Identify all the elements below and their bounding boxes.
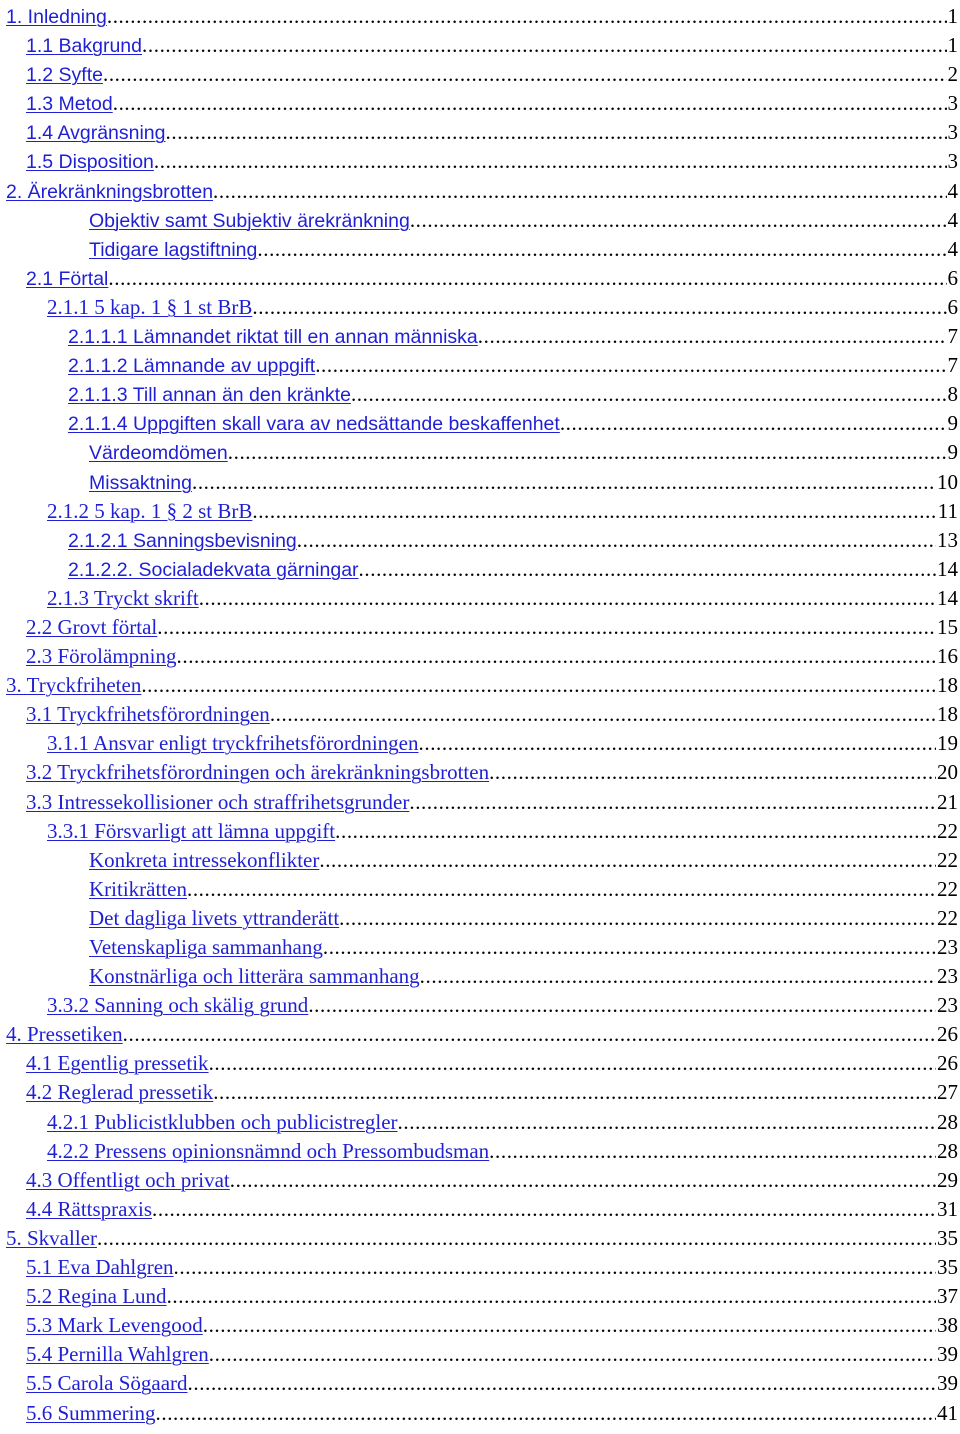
toc-entry-link[interactable]: 2.1.1.2 Lämnande av uppgift xyxy=(68,355,316,378)
toc-dot-leader xyxy=(419,729,937,758)
toc-page-number: 13 xyxy=(937,527,958,552)
toc-dot-leader xyxy=(166,118,947,147)
toc-entry[interactable] xyxy=(0,293,960,322)
toc-page-number: 1 xyxy=(947,4,958,28)
toc-entry-link[interactable]: Objektiv samt Subjektiv ärekränkning xyxy=(89,209,410,232)
toc-dot-leader xyxy=(187,875,936,904)
toc-entry-link[interactable]: 2.1.1.3 Till annan än den kränkte xyxy=(68,384,351,407)
toc-page-number: 7 xyxy=(947,324,958,349)
toc-page-number: 6 xyxy=(947,265,958,290)
toc-entry-link[interactable]: 2.3 Förolämpning xyxy=(26,644,177,669)
toc-dot-leader xyxy=(270,700,936,729)
toc-entry-link[interactable]: 2.1.1.1 Lämnandet riktat till en annan människa xyxy=(68,326,478,349)
toc-dot-leader xyxy=(213,177,946,206)
toc-page-number: 3 xyxy=(947,120,958,145)
toc-entry[interactable] xyxy=(0,1137,960,1166)
toc-entry[interactable] xyxy=(0,671,960,700)
toc-dot-leader xyxy=(339,904,936,933)
toc-dot-leader xyxy=(420,962,936,991)
toc-page-number: 15 xyxy=(937,614,958,639)
toc-entry[interactable] xyxy=(0,962,960,991)
toc-entry-link[interactable]: 4.4 Rättspraxis xyxy=(26,1196,152,1221)
toc-dot-leader xyxy=(199,584,936,613)
toc-entry[interactable] xyxy=(0,729,960,758)
toc-entry-link[interactable]: 2.1.2.1 Sanningsbevisning xyxy=(68,529,297,552)
toc-entry[interactable] xyxy=(0,817,960,846)
toc-page-number: 1 xyxy=(947,33,958,58)
toc-entry[interactable] xyxy=(0,60,960,89)
toc-entry[interactable] xyxy=(0,700,960,729)
toc-entry-link[interactable]: 2.1.3 Tryckt skrift xyxy=(47,585,199,610)
toc-page-number: 39 xyxy=(937,1371,958,1396)
toc-dot-leader xyxy=(123,1020,936,1049)
toc-page-number: 37 xyxy=(937,1284,958,1309)
toc-page-number: 39 xyxy=(937,1342,958,1367)
toc-entry-link[interactable]: 4.3 Offentligt och privat xyxy=(26,1167,230,1192)
toc-dot-leader xyxy=(103,60,947,89)
toc-page-number: 16 xyxy=(937,644,958,669)
toc-entry[interactable] xyxy=(0,1108,960,1137)
toc-dot-leader xyxy=(209,1049,936,1078)
toc-dot-leader xyxy=(257,235,946,264)
toc-entry-link[interactable]: 2.2 Grovt förtal xyxy=(26,614,158,639)
toc-dot-leader xyxy=(351,380,947,409)
toc-dot-leader xyxy=(209,1340,936,1369)
toc-dot-leader xyxy=(398,1108,936,1137)
toc-page-number: 2 xyxy=(947,62,958,87)
toc-entry[interactable] xyxy=(0,758,960,787)
toc-page-number: 21 xyxy=(937,789,958,814)
toc-entry[interactable] xyxy=(0,118,960,147)
toc-page-number: 4 xyxy=(947,236,958,261)
toc-entry[interactable] xyxy=(0,497,960,526)
toc-entry[interactable] xyxy=(0,526,960,555)
toc-entry-link[interactable]: Värdeomdömen xyxy=(89,442,228,465)
toc-dot-leader xyxy=(315,351,946,380)
toc-dot-leader xyxy=(319,846,936,875)
toc-entry-link[interactable]: 2. Ärekränkningsbrotten xyxy=(6,180,214,203)
toc-page-number: 19 xyxy=(937,731,958,756)
toc-entry[interactable] xyxy=(0,1253,960,1282)
toc-entry-link[interactable]: Kritikrätten xyxy=(89,876,187,901)
toc-entry-link[interactable]: 5.3 Mark Levengood xyxy=(26,1313,203,1338)
table-of-contents xyxy=(0,2,960,1428)
toc-entry-link[interactable]: 3.3 Intressekollisioner och straffrihetsgrunder xyxy=(26,789,410,814)
toc-dot-leader xyxy=(97,1224,936,1253)
toc-page-number: 22 xyxy=(937,905,958,930)
toc-page-number: 22 xyxy=(937,847,958,872)
toc-entry[interactable] xyxy=(0,642,960,671)
toc-entry-link[interactable]: Missaktning xyxy=(89,471,192,494)
toc-entry[interactable] xyxy=(0,1340,960,1369)
toc-entry[interactable] xyxy=(0,1166,960,1195)
toc-entry-link[interactable]: 3. Tryckfriheten xyxy=(6,673,142,698)
toc-page-number: 29 xyxy=(937,1167,958,1192)
toc-entry[interactable] xyxy=(0,1224,960,1253)
toc-dot-leader xyxy=(157,613,936,642)
toc-dot-leader xyxy=(156,1399,937,1428)
toc-page-number: 4 xyxy=(947,178,958,203)
toc-page-number: 38 xyxy=(937,1313,958,1338)
toc-dot-leader xyxy=(113,89,947,118)
toc-entry[interactable] xyxy=(0,89,960,118)
toc-dot-leader xyxy=(252,497,936,526)
toc-page-number: 14 xyxy=(937,585,958,610)
toc-entry-link[interactable]: 2.1.1.4 Uppgiften skall vara av nedsättande beskaffenhet xyxy=(68,413,560,436)
toc-page-number: 23 xyxy=(937,935,958,959)
toc-entry-link[interactable]: 2.1.2.2. Socialadekvata gärningar xyxy=(68,558,359,581)
toc-dot-leader xyxy=(141,671,936,700)
toc-page-number: 26 xyxy=(937,1051,958,1076)
toc-page-number: 7 xyxy=(947,353,958,378)
toc-entry[interactable] xyxy=(0,235,960,264)
toc-entry[interactable] xyxy=(0,1195,960,1224)
toc-entry[interactable] xyxy=(0,1020,960,1049)
toc-entry-link[interactable]: 1.4 Avgränsning xyxy=(26,122,166,145)
toc-dot-leader xyxy=(203,1311,936,1340)
toc-entry-link[interactable]: 1.2 Syfte xyxy=(26,64,103,87)
toc-page-number: 4 xyxy=(947,207,958,232)
toc-entry[interactable] xyxy=(0,206,960,235)
toc-dot-leader xyxy=(359,555,936,584)
toc-dot-leader xyxy=(174,1253,936,1282)
toc-page-number: 14 xyxy=(937,556,958,581)
toc-dot-leader xyxy=(489,758,936,787)
toc-dot-leader xyxy=(323,933,936,962)
toc-entry[interactable] xyxy=(0,438,960,467)
toc-page-number: 26 xyxy=(937,1022,958,1047)
toc-entry-link[interactable]: 5.2 Regina Lund xyxy=(26,1284,167,1309)
toc-page-number: 28 xyxy=(937,1109,958,1134)
toc-page-number: 31 xyxy=(937,1196,958,1221)
toc-page-number: 41 xyxy=(937,1400,958,1425)
toc-entry-link[interactable]: 1.3 Metod xyxy=(26,93,113,116)
toc-entry-link[interactable]: 2.1.2 5 kap. 1 § 2 st BrB xyxy=(47,498,253,523)
toc-entry-link[interactable]: 3.2 Tryckfrihetsförordningen och ärekränkningsbrotten xyxy=(26,760,490,785)
toc-entry-link[interactable]: 4. Pressetiken xyxy=(6,1022,123,1047)
toc-entry[interactable] xyxy=(0,264,960,293)
toc-page-number: 28 xyxy=(937,1138,958,1163)
toc-entry-link[interactable]: 2.1.1 5 kap. 1 § 1 st BrB xyxy=(47,294,253,319)
toc-entry-link[interactable]: 5.4 Pernilla Wahlgren xyxy=(26,1342,209,1367)
toc-page-number: 23 xyxy=(937,993,958,1018)
toc-dot-leader xyxy=(213,1078,936,1107)
toc-page-number: 35 xyxy=(937,1225,958,1250)
toc-entry[interactable] xyxy=(0,875,960,904)
toc-entry-link[interactable]: Vetenskapliga sammanhang xyxy=(89,935,323,959)
toc-entry-link[interactable]: 4.2.2 Pressens opinionsnämnd och Pressombudsman xyxy=(47,1138,490,1163)
toc-page-number: 18 xyxy=(937,673,958,698)
toc-dot-leader xyxy=(308,991,936,1020)
toc-entry-link[interactable]: 4.2.1 Publicistklubben och publicistregler xyxy=(47,1109,398,1134)
toc-page-number: 11 xyxy=(937,498,958,523)
toc-entry[interactable] xyxy=(0,1078,960,1107)
toc-page-number: 9 xyxy=(947,440,958,465)
toc-dot-leader xyxy=(154,147,947,176)
toc-entry[interactable] xyxy=(0,555,960,584)
toc-entry[interactable] xyxy=(0,1311,960,1340)
toc-entry-link[interactable]: 2.1 Förtal xyxy=(26,267,109,290)
toc-entry-link[interactable]: 5. Skvaller xyxy=(6,1225,97,1250)
toc-entry[interactable] xyxy=(0,1369,960,1398)
toc-dot-leader xyxy=(108,264,946,293)
toc-dot-leader xyxy=(152,1195,936,1224)
toc-dot-leader xyxy=(478,322,947,351)
toc-page-number: 23 xyxy=(937,964,958,989)
toc-page-number: 35 xyxy=(937,1255,958,1280)
toc-entry[interactable] xyxy=(0,846,960,875)
toc-dot-leader xyxy=(297,526,936,555)
toc-page-number: 27 xyxy=(937,1080,958,1105)
toc-entry-link[interactable]: Tidigare lagstiftning xyxy=(89,238,258,261)
toc-entry[interactable] xyxy=(0,351,960,380)
toc-entry-link[interactable]: 1. Inledning xyxy=(6,6,107,28)
toc-entry-link[interactable]: 5.5 Carola Sögaard xyxy=(26,1371,188,1396)
toc-entry-link[interactable]: 4.1 Egentlig pressetik xyxy=(26,1051,209,1076)
toc-page-number: 3 xyxy=(947,149,958,174)
toc-dot-leader xyxy=(192,468,936,497)
toc-entry-link[interactable]: 4.2 Reglerad pressetik xyxy=(26,1080,214,1105)
toc-entry[interactable] xyxy=(0,177,960,206)
toc-page-number: 8 xyxy=(947,382,958,407)
toc-dot-leader xyxy=(252,293,946,322)
toc-page-number: 22 xyxy=(937,818,958,843)
toc-dot-leader xyxy=(177,642,937,671)
toc-entry[interactable] xyxy=(0,468,960,497)
toc-entry-link[interactable]: 5.1 Eva Dahlgren xyxy=(26,1255,174,1280)
toc-dot-leader xyxy=(228,438,947,467)
toc-entry[interactable] xyxy=(0,991,960,1020)
toc-entry-link[interactable]: 1.5 Disposition xyxy=(26,151,154,174)
toc-entry[interactable] xyxy=(0,788,960,817)
toc-dot-leader xyxy=(489,1137,936,1166)
toc-entry[interactable] xyxy=(0,322,960,351)
toc-entry-link[interactable]: 5.6 Summering xyxy=(26,1400,156,1425)
toc-entry-link[interactable]: Det dagliga livets yttranderätt xyxy=(89,905,340,930)
toc-entry[interactable] xyxy=(0,1282,960,1311)
toc-dot-leader xyxy=(107,2,947,31)
toc-dot-leader xyxy=(142,31,946,60)
toc-page-number: 18 xyxy=(937,702,958,727)
toc-dot-leader xyxy=(188,1369,936,1398)
toc-entry[interactable] xyxy=(0,2,960,31)
toc-entry[interactable] xyxy=(0,1049,960,1078)
toc-entry[interactable] xyxy=(0,584,960,613)
toc-page-number: 10 xyxy=(937,469,958,494)
toc-entry[interactable] xyxy=(0,933,960,962)
toc-dot-leader xyxy=(230,1166,936,1195)
toc-page-number: 22 xyxy=(937,876,958,901)
toc-entry-link[interactable]: Konstnärliga och litterära sammanhang xyxy=(89,964,420,989)
toc-dot-leader xyxy=(335,817,936,846)
toc-entry[interactable] xyxy=(0,380,960,409)
toc-entry-link[interactable]: Konkreta intressekonflikter xyxy=(89,847,320,872)
toc-entry[interactable] xyxy=(0,904,960,933)
toc-entry[interactable] xyxy=(0,1399,960,1428)
toc-dot-leader xyxy=(167,1282,936,1311)
toc-dot-leader xyxy=(560,409,947,438)
toc-entry-link[interactable]: 3.3.1 Försvarligt att lämna uppgift xyxy=(47,818,336,843)
toc-page-number: 9 xyxy=(947,411,958,436)
toc-entry-link[interactable]: 3.3.2 Sanning och skälig grund xyxy=(47,993,309,1018)
toc-entry[interactable] xyxy=(0,613,960,642)
toc-page-number: 20 xyxy=(937,760,958,785)
toc-dot-leader xyxy=(409,788,936,817)
toc-page-number: 3 xyxy=(947,91,958,116)
toc-entry-link[interactable]: 3.1 Tryckfrihetsförordningen xyxy=(26,702,270,727)
toc-entry-link[interactable]: 3.1.1 Ansvar enligt tryckfrihetsförordningen xyxy=(47,731,419,756)
toc-page-number: 6 xyxy=(947,294,958,319)
toc-entry[interactable] xyxy=(0,409,960,438)
toc-entry-link[interactable]: 1.1 Bakgrund xyxy=(26,35,143,58)
toc-entry[interactable] xyxy=(0,147,960,176)
toc-entry[interactable] xyxy=(0,31,960,60)
toc-dot-leader xyxy=(410,206,947,235)
